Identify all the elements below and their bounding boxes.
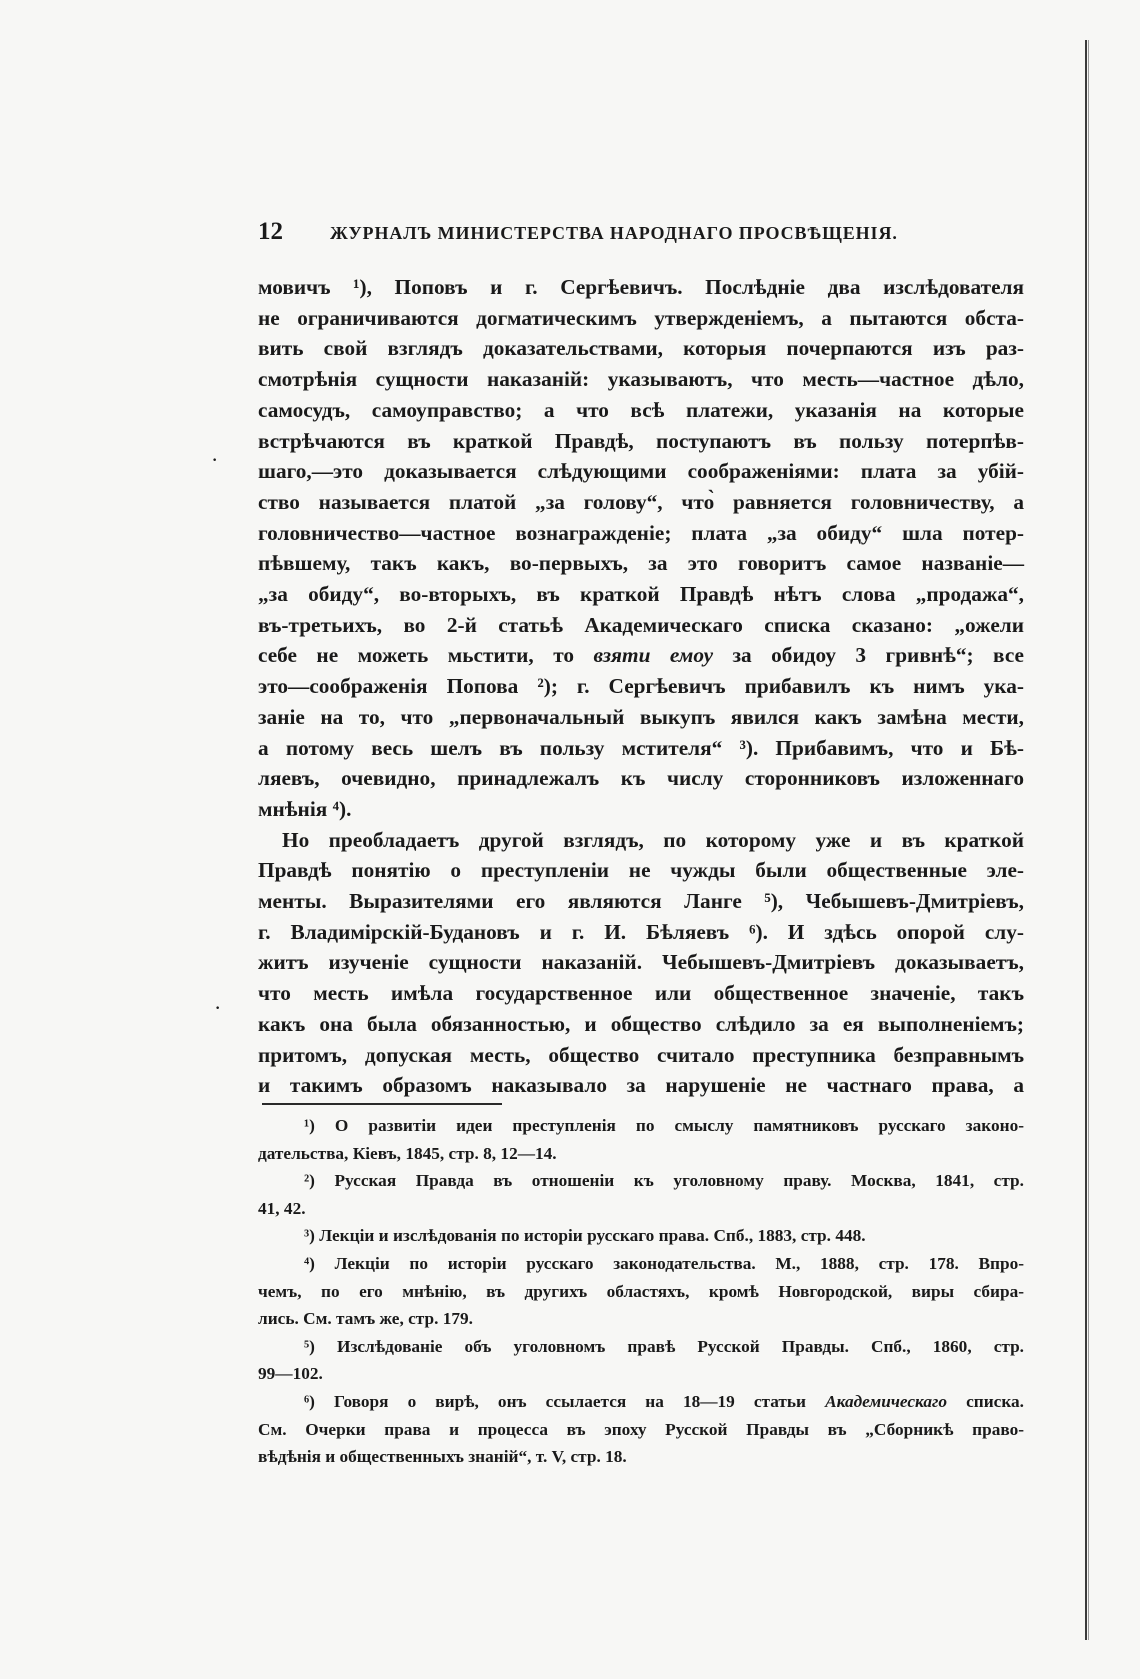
text-line: шаго,—это доказывается слѣдующими соображеніями: плата за убій-	[258, 459, 1024, 484]
text-line: смотрѣнія сущности наказаній: указываютъ, что месть—частное дѣло,	[258, 367, 1024, 392]
text-line: ство называется платой „за голову“, что̀ равняется головничеству, а	[258, 489, 1024, 514]
footnote	[258, 1112, 1024, 1167]
footnote	[258, 1250, 1024, 1333]
text-line: мовичъ ¹), Поповъ и г. Сергѣевичъ. Послѣдніе два изслѣдователя	[258, 275, 1024, 299]
text-line: г. Владимірскій-Будановъ и г. И. Бѣляевъ ⁶). И здѣсь опорой слу-	[258, 919, 1024, 944]
text-line: какъ она была обязанностью, и общество слѣдило за ея выполненіемъ;	[258, 1011, 1024, 1036]
text-line: головничество—частное вознагражденіе; плата „за обиду“ шла потер-	[258, 520, 1024, 545]
text-line: не ограничиваются догматическимъ утвержденіемъ, а пытаются обста-	[258, 305, 1024, 330]
footnote-line: 41, 42.	[258, 1198, 306, 1218]
text-line: а потому весь шелъ въ пользу мстителя“ ³). Прибавимъ, что и Бѣ-	[258, 735, 1024, 760]
footnote-line: ¹) О развитіи идеи преступленія по смыслу памятниковъ русскаго законо-	[304, 1116, 1024, 1135]
footnote	[258, 1167, 1024, 1222]
text-line: житъ изученіе сущности наказаній. Чебышевъ-Дмитріевъ доказываетъ,	[258, 950, 1024, 975]
text-line: въ-третьихъ, во 2-й статьѣ Академическаго списка сказано: „ожели	[258, 612, 1024, 637]
footnote-line: ⁶) Говоря о вирѣ, онъ ссылается на 18—19 статьи Академическаго списка.	[304, 1391, 1025, 1411]
footnotes	[258, 1112, 1024, 1471]
footnote-line: 99—102.	[258, 1364, 323, 1384]
scan-page-edge	[1085, 40, 1087, 1640]
text-line: ляевъ, очевидно, принадлежалъ къ числу сторонниковъ изложеннаго	[258, 766, 1024, 791]
main-text	[258, 272, 1024, 1101]
footnote-line: дательства, Кіевъ, 1845, стр. 8, 12—14.	[258, 1143, 557, 1163]
text-line: Но преобладаетъ другой взглядъ, по которому уже и въ краткой	[282, 827, 1024, 852]
footnote-line: лись. См. тамъ же, стр. 179.	[258, 1309, 473, 1329]
footnote-line: вѣдѣнія и общественныхъ знаній“, т. V, стр. 18.	[258, 1447, 627, 1467]
text-line: мнѣнія ⁴).	[258, 796, 352, 821]
text-line: заніе на то, что „первоначальный выкупъ явился какъ замѣна мести,	[258, 704, 1024, 729]
footnote	[258, 1388, 1024, 1471]
footnote	[258, 1222, 1024, 1250]
text-line: притомъ, допуская месть, общество считало преступника безправнымъ	[258, 1042, 1024, 1067]
text-line: Правдѣ понятію о преступленіи не чужды были общественные эле-	[258, 858, 1024, 883]
footnote-line: ⁵) Изслѣдованіе объ уголовномъ правѣ Русской Правды. Спб., 1860, стр.	[304, 1336, 1024, 1356]
footnote-separator	[262, 1103, 502, 1105]
text-line: пѣвшему, такъ какъ, во-первыхъ, за это говоритъ самое названіе—	[258, 551, 1024, 576]
margin-speck: ·	[212, 452, 218, 469]
text-line: что месть имѣла государственное или общественное значеніе, такъ	[258, 981, 1024, 1006]
page-number: 12	[258, 218, 283, 245]
footnote-line: См. Очерки права и процесса въ эпоху Русской Правды въ „Сборникѣ право-	[258, 1419, 1024, 1439]
text-line: вить свой взглядъ доказательствами, которыя почерпаются изъ раз-	[258, 336, 1024, 361]
running-title: ЖУРНАЛЪ МИНИСТЕРСТВА НАРОДНАГО ПРОСВѢЩЕНІЯ.	[330, 223, 898, 243]
footnote-line: ²) Русская Правда въ отношеніи къ уголовному праву. Москва, 1841, стр.	[304, 1171, 1024, 1191]
margin-speck: ·	[215, 1000, 221, 1017]
text-line: это—соображенія Попова ²); г. Сергѣевичъ прибавилъ къ нимъ ука-	[258, 674, 1024, 699]
text-line: самосудъ, самоуправство; а что всѣ платежи, указанія на которые	[258, 397, 1024, 422]
footnote	[258, 1333, 1024, 1388]
footnote-line: чемъ, по его мнѣнію, въ другихъ областяхъ, кромѣ Новгородской, виры сбира-	[258, 1281, 1024, 1301]
text-line: и такимъ образомъ наказывало за нарушеніе не частнаго права, а	[258, 1073, 1024, 1098]
page-header	[258, 218, 1024, 246]
scan-page-edge-shadow	[1088, 40, 1089, 1640]
text-line: себе не можеть мьстити, то взяти емоу за обидоу 3 гривнѣ“; все	[258, 643, 1024, 668]
text-line: „за обиду“, во-вторыхъ, въ краткой Правдѣ нѣтъ слова „продажа“,	[258, 582, 1024, 607]
text-line: встрѣчаются въ краткой Правдѣ, поступаютъ въ пользу потерпѣв-	[258, 428, 1024, 453]
footnote-line: ³) Лекціи и изслѣдованія по исторіи русскаго права. Спб., 1883, стр. 448.	[304, 1226, 866, 1246]
text-line: менты. Выразителями его являются Ланге ⁵), Чебышевъ-Дмитріевъ,	[258, 889, 1024, 914]
footnote-line: ⁴) Лекціи по исторіи русскаго законодательства. М., 1888, стр. 178. Впро-	[304, 1253, 1024, 1273]
